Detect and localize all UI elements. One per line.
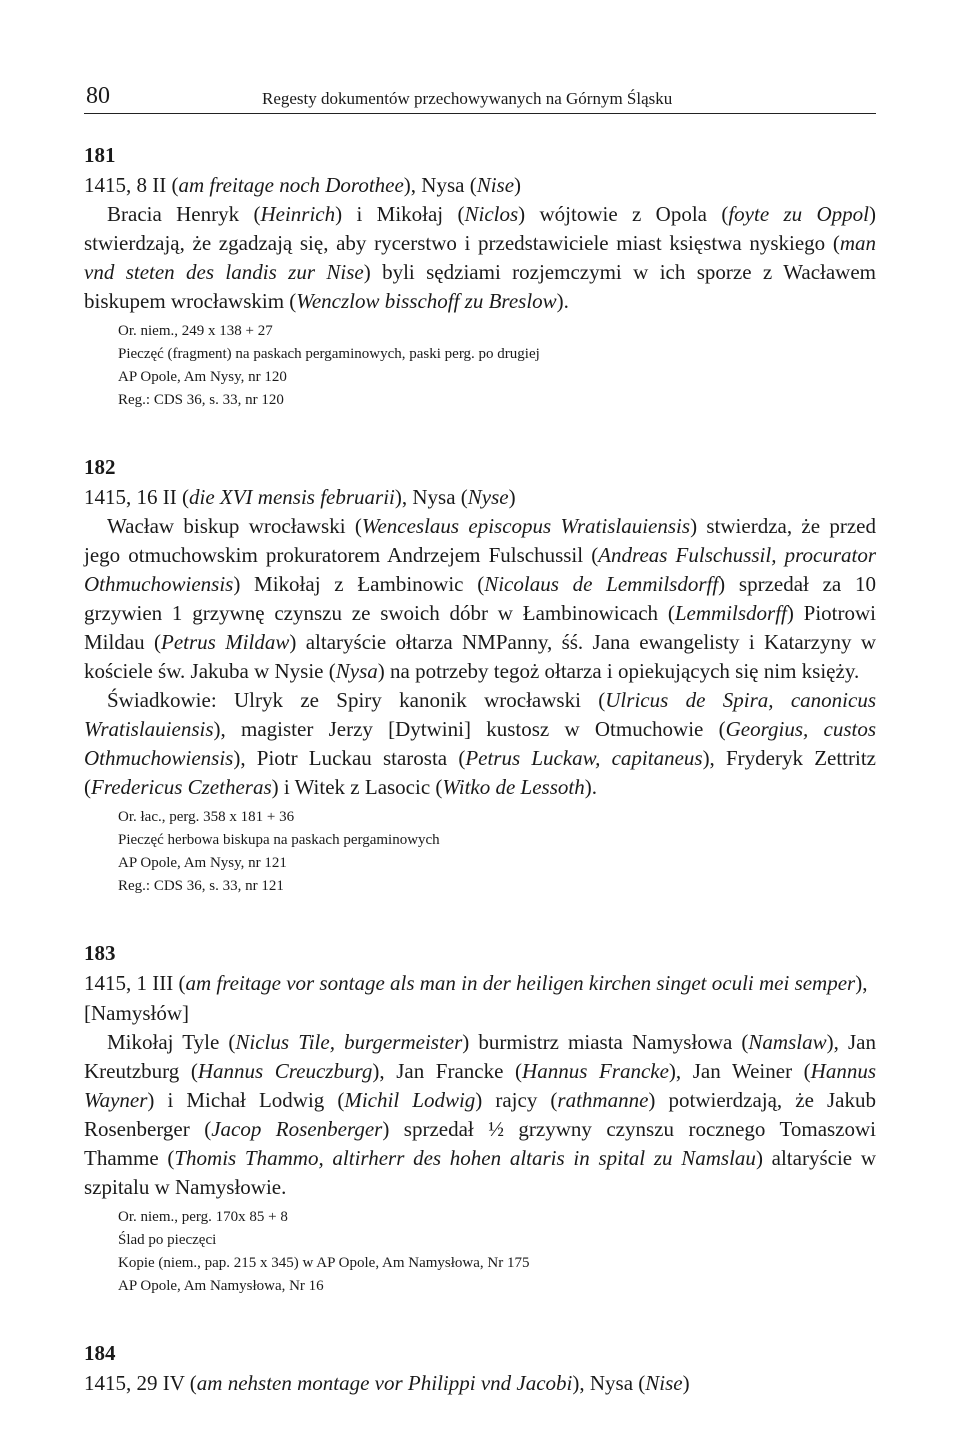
text-run: ) sprzedał ½ grzywny czynszu rocznego Tomaszowi Thamme ( <box>84 1117 877 1170</box>
italic-run: am nehsten montage vor Philippi vnd Jacobi <box>196 1371 573 1395</box>
text-run: ) wójtowie z Opola ( <box>518 202 729 226</box>
archival-note: Kopie (niem., pap. 215 x 345) w AP Opole, Am Namysłowa, Nr 175 <box>118 1255 530 1271</box>
text-run: ) i Michał Lodwig ( <box>147 1088 345 1112</box>
text-run: ), [Namysłów] <box>84 971 868 1025</box>
archival-note: Reg.: CDS 36, s. 33, nr 120 <box>118 392 284 408</box>
italic-run: Fredericus Czetheras <box>91 775 272 799</box>
italic-run: Niclos <box>464 202 519 226</box>
italic-run: rathmanne <box>557 1088 649 1112</box>
italic-run: Wenczlow bisschoff zu Breslow <box>296 289 557 313</box>
entry-number: 182 <box>84 455 116 479</box>
text-run: ), magister Jerzy [Dytwini] kustosz w Otmuchowie ( <box>213 717 726 741</box>
regest-entry <box>84 452 876 898</box>
italic-run: Andreas Fulschussil, procurator Othmuchowiensis <box>84 543 876 596</box>
entry-date-line <box>84 968 876 1028</box>
text-run: ) stwierdzają, że zgadzają się, aby rycerstwo i przedstawiciele miast księstwa nyskiego ( <box>84 202 876 255</box>
text-run: Wacław biskup wrocławski ( <box>107 514 362 538</box>
italic-run: foyte zu Oppol <box>728 202 869 226</box>
text-run: ) byli sędziami rozjemczymi w ich sporze z Wacławem biskupem wrocławskim ( <box>84 260 876 313</box>
italic-run: Nyse <box>467 485 509 509</box>
archival-note: Reg.: CDS 36, s. 33, nr 121 <box>118 878 284 894</box>
archival-notes <box>118 320 876 412</box>
entry-number: 184 <box>84 1341 116 1365</box>
text-run: ), Jan Francke ( <box>372 1059 523 1083</box>
italic-run: Michil Lodwig <box>344 1088 476 1112</box>
text-run: Świadkowie: Ulryk ze Spiry kanonik wrocławski ( <box>107 688 606 712</box>
text-run: ) <box>682 1371 690 1395</box>
text-run: ) sprzedał za 10 grzywien 1 grzywnę czynszu ze swoich dóbr w Łambinowicach ( <box>84 572 876 625</box>
text-run: ). <box>556 289 569 313</box>
regest-entry <box>84 140 876 412</box>
archival-notes <box>118 1206 876 1298</box>
text-run: ) stwierdza, że przed jego otmuchowskim prokuratorem Andrzejem Fulschussil ( <box>84 514 876 567</box>
entry-date-line <box>84 482 876 512</box>
archival-note: Pieczęć herbowa biskupa na paskach pergaminowych <box>118 832 440 848</box>
text-run: ) Mikołaj z Łambinowic ( <box>233 572 485 596</box>
text-run: ) altaryście ołtarza NMPanny, śś. Jana ewangelisty i Katarzyny w kościele św. Jakuba w Nysie ( <box>84 630 877 683</box>
text-run: ), Nysa ( <box>572 1371 646 1395</box>
text-run: 1415, 1 III ( <box>84 971 186 995</box>
text-run: ). <box>584 775 597 799</box>
page-number: 80 <box>86 83 110 109</box>
text-run: ) altaryście w szpitalu w Namysłowie. <box>84 1146 876 1199</box>
italic-run: Witko de Lessoth <box>442 775 585 799</box>
text-run: ) potwierdzają, że Jakub Rosenberger ( <box>84 1088 876 1141</box>
entry-summary-paragraph <box>84 200 876 316</box>
entry-date-line <box>84 170 876 200</box>
running-head <box>84 83 876 111</box>
header-rule <box>84 113 876 114</box>
italic-run: Hannus Creuczburg <box>197 1059 373 1083</box>
italic-run: die XVI mensis februarii <box>188 485 395 509</box>
archival-note: Or. niem., 249 x 138 + 27 <box>118 323 273 339</box>
italic-run: Thomis Thammo, altirherr des hohen altaris in spital zu Namslau <box>174 1146 756 1170</box>
italic-run: Nysa <box>335 659 378 683</box>
archival-note: AP Opole, Am Nysy, nr 121 <box>118 855 287 871</box>
regest-entry <box>84 938 876 1298</box>
archival-note: Ślad po pieczęci <box>118 1232 217 1248</box>
text-run: ) i Witek z Lasocic ( <box>271 775 443 799</box>
text-run: ) Piotrowi Mildau ( <box>84 601 876 654</box>
entry-summary-paragraph <box>84 512 876 686</box>
text-run: ), Nysa ( <box>394 485 468 509</box>
italic-run: Lemmilsdorff <box>674 601 787 625</box>
entry-number: 181 <box>84 143 116 167</box>
text-run: 1415, 16 II ( <box>84 485 189 509</box>
text-run: ), Nysa ( <box>403 173 477 197</box>
italic-run: Nise <box>645 1371 683 1395</box>
italic-run: Jacop Rosenberger <box>211 1117 383 1141</box>
entry-summary-paragraph <box>84 686 876 802</box>
text-run: ) i Mikołaj ( <box>335 202 465 226</box>
text-run: 1415, 29 IV ( <box>84 1371 197 1395</box>
archival-note: Pieczęć (fragment) na paskach pergaminowych, paski perg. po drugiej <box>118 346 540 362</box>
archival-note: AP Opole, Am Nysy, nr 120 <box>118 369 287 385</box>
archival-notes <box>118 806 876 898</box>
italic-run: Wenceslaus episcopus Wratislauiensis <box>361 514 691 538</box>
archival-note: Or. łac., perg. 358 x 181 + 36 <box>118 809 295 825</box>
italic-run: Ulricus de Spira, canonicus Wratislauiensis <box>84 688 876 741</box>
archival-note: AP Opole, Am Namysłowa, Nr 16 <box>118 1278 324 1294</box>
text-run: ) na potrzeby tegoż ołtarza i opiekujących się nim księży. <box>377 659 860 683</box>
italic-run: am freitage vor sontage als man in der heiligen kirchen singet oculi mei semper <box>185 971 856 995</box>
text-run: ), Jan Weiner ( <box>668 1059 811 1083</box>
text-run: 1415, 8 II ( <box>84 173 179 197</box>
text-run: ), Jan Kreutzburg ( <box>84 1030 876 1083</box>
italic-run: Namslaw <box>748 1030 827 1054</box>
text-run: Mikołaj Tyle ( <box>107 1030 236 1054</box>
text-run: ) burmistrz miasta Namysłowa ( <box>462 1030 749 1054</box>
italic-run: Nicolaus de Lemmilsdorff <box>484 572 719 596</box>
text-run: ) <box>508 485 516 509</box>
entry-number: 183 <box>84 941 116 965</box>
text-run: ) rajcy ( <box>475 1088 558 1112</box>
italic-run: Niclus Tile, burgermeister <box>235 1030 463 1054</box>
entry-summary-paragraph <box>84 1028 876 1202</box>
italic-run: Georgius, custos Othmuchowiensis <box>84 717 876 770</box>
italic-run: Heinrich <box>260 202 336 226</box>
text-run: ), Piotr Luckau starosta ( <box>233 746 466 770</box>
italic-run: Hannus Francke <box>522 1059 669 1083</box>
italic-run: Nise <box>476 173 515 197</box>
entry-date-line <box>84 1368 876 1398</box>
italic-run: man vnd steten des landis zur Nise <box>84 231 876 284</box>
italic-run: am freitage noch Dorothee <box>178 173 404 197</box>
italic-run: Petrus Mildaw <box>161 630 290 654</box>
italic-run: Hannus Wayner <box>84 1059 876 1112</box>
archival-note: Or. niem., perg. 170x 85 + 8 <box>118 1209 288 1225</box>
text-run: ), Fryderyk Zettritz ( <box>84 746 876 799</box>
running-title: Regesty dokumentów przechowywanych na Górnym Śląsku <box>262 89 673 108</box>
text-run: ) <box>514 173 522 197</box>
italic-run: Petrus Luckaw, capitaneus <box>465 746 703 770</box>
regest-entries <box>84 140 876 1438</box>
regest-entry <box>84 1338 876 1398</box>
text-run: Bracia Henryk ( <box>107 202 261 226</box>
